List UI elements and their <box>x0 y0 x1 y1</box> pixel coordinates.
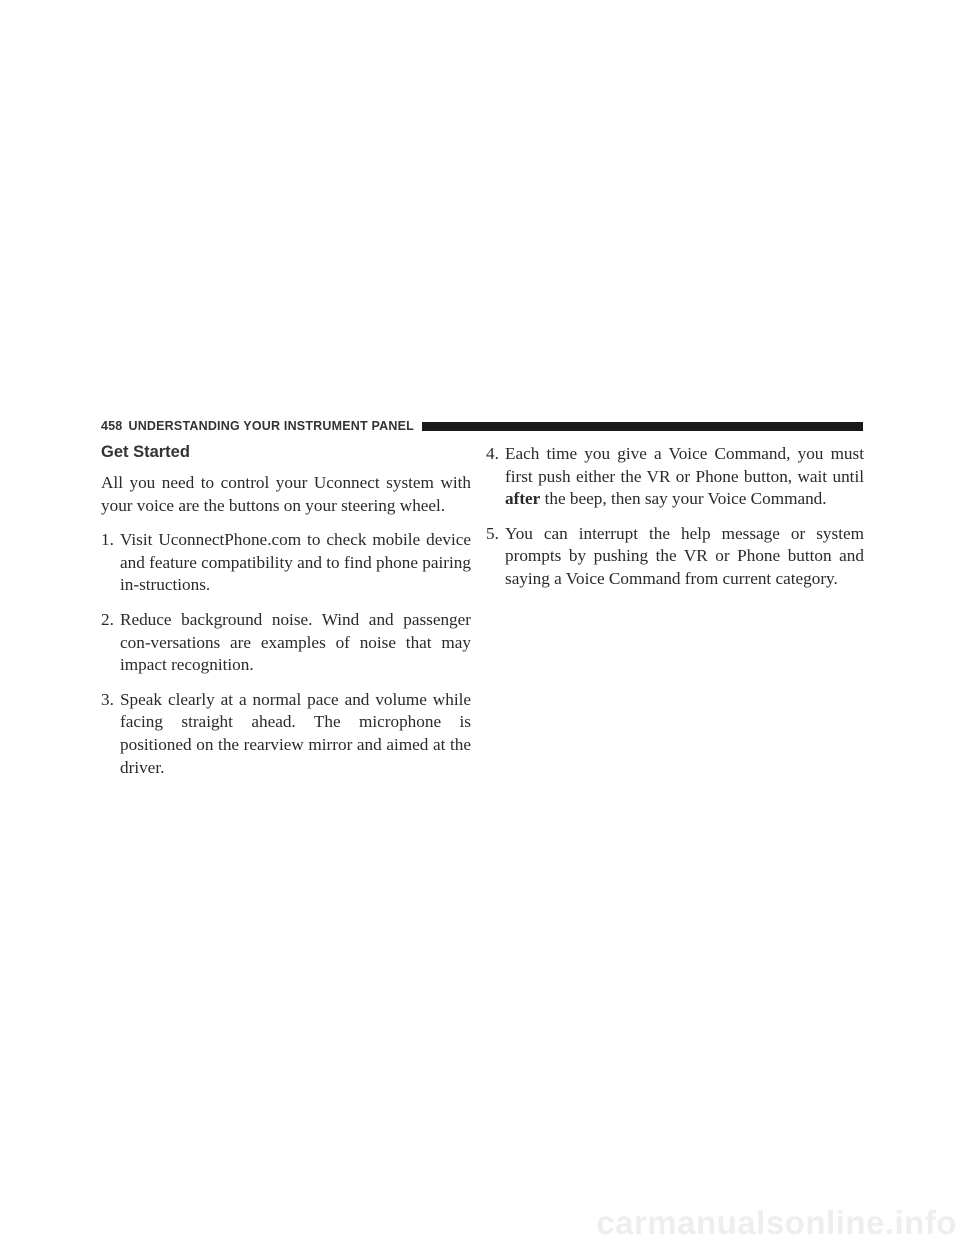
list-item-number: 2. <box>101 609 114 629</box>
list-item-number: 5. <box>486 523 499 543</box>
watermark-logo <box>0 1200 960 1242</box>
list-item-number: 1. <box>101 530 114 550</box>
section-heading: Get Started <box>101 443 190 461</box>
intro-paragraph: All you need to control your Uconnect system with your voice are the buttons on your steering wheel. <box>101 473 471 515</box>
list-item <box>101 529 471 597</box>
left-column <box>101 441 471 791</box>
svg-text:carmanualsonline.info: carmanualsonline.info <box>596 1204 957 1241</box>
list-item-text <box>505 443 864 511</box>
list-item-text-part: Each time you give a Voice Command, you must first push either the VR or Phone button, wait until <box>505 444 864 486</box>
list-item-text-part: the beep, then say your Voice Command. <box>544 489 827 509</box>
list-item <box>486 523 864 591</box>
right-column <box>486 443 864 603</box>
list-item-text: Reduce background noise. Wind and passenger con-versations are examples of noise that may impact recognition. <box>120 609 471 675</box>
list-item <box>486 443 864 511</box>
list-item <box>101 689 471 779</box>
emphasis-text: after <box>505 489 541 509</box>
page-number: 458 <box>101 419 123 433</box>
list-item <box>101 609 471 677</box>
list-item-text: You can interrupt the help message or system prompts by pushing the VR or Phone button and saying a Voice Command from current category. <box>505 523 864 588</box>
list-item-text: Visit UconnectPhone.com to check mobile device and feature compatibility and to find phone pairing in-structions. <box>120 530 471 595</box>
running-header <box>101 419 863 433</box>
list-item-number: 3. <box>101 689 114 709</box>
list-item-text: Speak clearly at a normal pace and volume while facing straight ahead. The microphone is positioned on the rearview mirror and aimed at the driver. <box>120 689 471 777</box>
section-title: UNDERSTANDING YOUR INSTRUMENT PANEL <box>128 419 414 433</box>
header-rule <box>422 422 863 431</box>
list-item-number: 4. <box>486 444 499 463</box>
